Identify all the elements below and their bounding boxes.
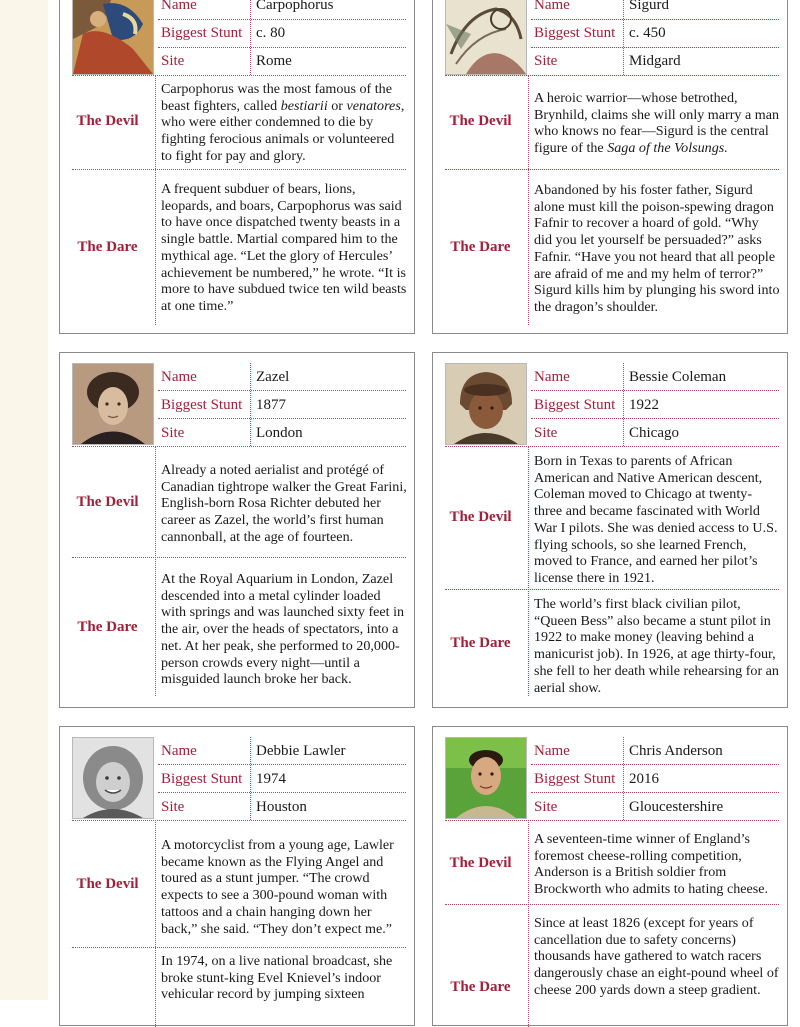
devil-label: The Devil xyxy=(76,494,139,510)
dare-label: The Dare xyxy=(77,239,138,255)
devil-label: The Devil xyxy=(449,855,512,871)
card-bessie-coleman xyxy=(432,352,788,708)
site-label: Site xyxy=(161,799,185,815)
site-value: Midgard xyxy=(629,53,681,69)
name-label: Name xyxy=(534,369,570,385)
site-label: Site xyxy=(161,425,185,441)
stunt-value: 1877 xyxy=(256,397,286,413)
devil-label: The Devil xyxy=(449,113,512,129)
name-label: Name xyxy=(534,743,570,759)
card-carpophorus xyxy=(59,0,415,334)
photo-zazel xyxy=(72,363,154,445)
stunt-value: 2016 xyxy=(629,771,659,787)
devil-text: A seventeen-time winner of England’s foremost cheese-rolling competition, Anderson is a British soldier from Brockworth who admits to hating cheese. xyxy=(534,831,769,898)
site-value: Gloucestershire xyxy=(629,799,724,815)
name-value: Zazel xyxy=(256,369,290,385)
card-zazel xyxy=(59,352,415,708)
site-label: Site xyxy=(534,425,558,441)
dare-label: The Dare xyxy=(450,635,511,651)
photo-carpophorus xyxy=(72,0,154,75)
dare-text: The world’s first black civilian pilot, “Queen Bess” also became a stunt pilot in 1922 to make money (leaving behind a manicurist job). In 1926, at age thirty-four, she fell to her death while rehearsing for an aerial show. xyxy=(534,596,779,696)
name-value: Debbie Lawler xyxy=(256,743,346,759)
dare-label: The Dare xyxy=(77,619,138,635)
site-value: London xyxy=(256,425,303,441)
devil-text: Born in Texas to parents of African American and Native American descent, Coleman moved to Chicago at twenty-three and became fascinated with World War I pilots. She was denied access to U.S. flying schools, so she learned French, moved to France, and earned her pilot’s license there in 1921. xyxy=(534,453,778,586)
name-value: Chris Anderson xyxy=(629,743,723,759)
site-label: Site xyxy=(534,53,558,69)
site-value: Houston xyxy=(256,799,307,815)
name-value: Carpophorus xyxy=(256,0,334,13)
stunt-label: Biggest Stunt xyxy=(161,25,243,41)
site-label: Site xyxy=(534,799,558,815)
dare-text: In 1974, on a live national broadcast, she broke stunt-king Evel Knievel’s indoor vehicular record by jumping sixteen xyxy=(161,953,393,1003)
dare-label: The Dare xyxy=(450,239,511,255)
site-label: Site xyxy=(161,53,185,69)
stunt-label: Biggest Stunt xyxy=(534,771,616,787)
stunt-value: 1974 xyxy=(256,771,286,787)
dare-text: At the Royal Aquarium in London, Zazel descended into a metal cylinder loaded with springs and was launched sixty feet in the air, over the heads of spectators, into a net. At her peak, she performed to 20,000-person crowds every night—until a misguided launch broke her back. xyxy=(161,571,405,688)
photo-chris-anderson xyxy=(445,737,527,819)
dare-text: Since at least 1826 (except for years of cancellation due to safety concerns) thousands have gathered to watch racers dangerously chase an eight-pound wheel of cheese 200 yards down a steep gradient. xyxy=(534,915,779,998)
devil-label: The Devil xyxy=(76,113,139,129)
stunt-label: Biggest Stunt xyxy=(161,397,243,413)
name-label: Name xyxy=(161,0,197,13)
dare-text: A frequent subduer of bears, lions, leopards, and boars, Carpophorus was said to have once dispatched twenty beasts in a single battle. Martial compared him to the mythical age. “Let the glory of Hercules’ achievement be numbered,” he wrote. “It is more to have subdued twice ten wild beasts at one time.” xyxy=(161,181,407,314)
name-value: Bessie Coleman xyxy=(629,369,727,385)
stunt-value: 1922 xyxy=(629,397,659,413)
stunt-value: c. 450 xyxy=(629,25,666,41)
devil-text: Carpophorus was the most famous of the beast fighters, called bestiarii or venatores, who were either condemned to die by fighting ferocious animals or volunteered to fight for pay and glory. xyxy=(161,81,405,164)
photo-bessie-coleman xyxy=(445,363,527,445)
devil-label: The Devil xyxy=(76,876,139,892)
page-margin-strip xyxy=(0,0,48,1000)
site-value: Rome xyxy=(256,53,292,69)
devil-text: Already a noted aerialist and protégé of Canadian tightrope walker the Great Farini, English-born Rosa Richter debuted her career as Zazel, the world’s first human cannonball, at the age of fourteen. xyxy=(161,462,407,545)
dare-label: The Dare xyxy=(450,979,511,995)
card-sigurd xyxy=(432,0,788,334)
photo-sigurd xyxy=(445,0,527,75)
name-label: Name xyxy=(534,0,570,13)
stunt-value: c. 80 xyxy=(256,25,286,41)
photo-debbie-lawler xyxy=(72,737,154,819)
name-value: Sigurd xyxy=(629,0,670,13)
stunt-label: Biggest Stunt xyxy=(161,771,243,787)
stunt-label: Biggest Stunt xyxy=(534,397,616,413)
name-label: Name xyxy=(161,743,197,759)
card-debbie-lawler xyxy=(59,726,415,1026)
site-value: Chicago xyxy=(629,425,679,441)
devil-text: A heroic warrior—whose betrothed, Brynhild, claims she will only marry a man who knows no fear—Sigurd is the central figure of the Saga of the Volsungs. xyxy=(534,90,780,157)
devil-text: A motorcyclist from a young age, Lawler became known as the Flying Angel and toured as a stunt jumper. “The crowd expects to see a 300-pound woman with tattoos and a chain hanging down her back,” she said. “They don’t expect me.” xyxy=(161,837,394,937)
card-chris-anderson xyxy=(432,726,788,1026)
dare-text: Abandoned by his foster father, Sigurd alone must kill the poison-spewing dragon Fafnir to recover a hoard of gold. “Why did you let yourself be persuaded?” asks Fafnir. “Have you not heard that all people are afraid of me and my helm of terror?” Sigurd kills him by plunging his sword into the dragon’s shoulder. xyxy=(534,182,780,315)
stunt-label: Biggest Stunt xyxy=(534,25,616,41)
devil-label: The Devil xyxy=(449,509,512,525)
name-label: Name xyxy=(161,369,197,385)
